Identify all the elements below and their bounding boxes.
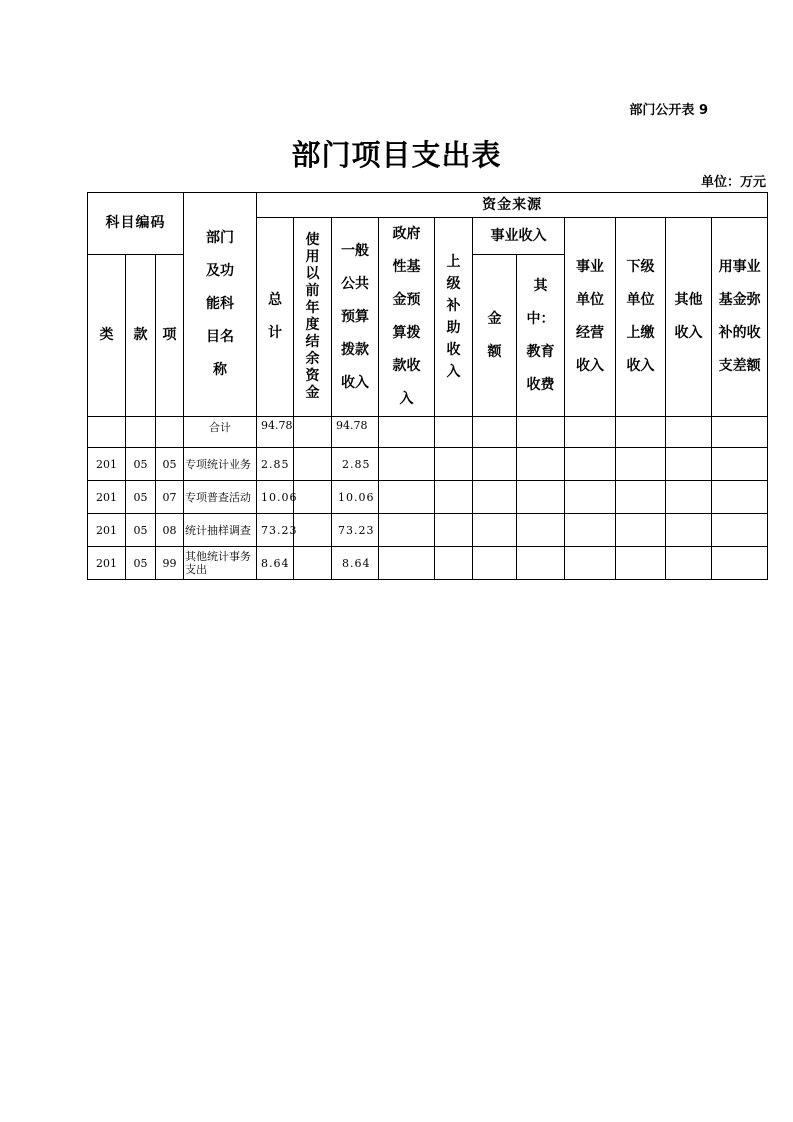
cell-kuan [126, 417, 156, 448]
header-total: 总计 [257, 218, 294, 417]
cell-name: 统计抽样调查 [184, 514, 257, 547]
header-fund-offset: 用事业基金弥补的收支差额 [712, 218, 768, 417]
cell-total: 2.85 [257, 448, 294, 481]
cell-prior [294, 481, 332, 514]
header-edu-fee: 其中：教育收费 [517, 255, 565, 417]
cell-prior [294, 448, 332, 481]
header-dept-func-name: 部门及功能科目名称 [184, 193, 257, 417]
cell-xiang: 07 [156, 481, 184, 514]
header-fund-source: 资金来源 [257, 193, 768, 218]
cell-kuan: 05 [126, 448, 156, 481]
cell-lei: 201 [88, 547, 126, 580]
cell-lei: 201 [88, 481, 126, 514]
header-lei: 类 [88, 255, 126, 417]
cell-prior [294, 417, 332, 448]
header-xiang: 项 [156, 255, 184, 417]
header-other-income: 其他收入 [666, 218, 712, 417]
header-subject-code: 科目编码 [88, 193, 184, 255]
table-row [88, 514, 768, 547]
cell-total: 73.23 [257, 514, 294, 547]
header-superior-subsidy: 上级补助收入 [435, 218, 473, 417]
cell-lei [88, 417, 126, 448]
project-expenditure-table [87, 192, 768, 580]
cell-xiang: 05 [156, 448, 184, 481]
header-general-budget: 一般公共预算拨款收入 [332, 218, 379, 417]
cell-total: 94.78 [257, 417, 294, 448]
header-prior-year-balance: 使用以前年度结余资金 [294, 218, 332, 417]
cell-xiang: 08 [156, 514, 184, 547]
cell-lei: 201 [88, 514, 126, 547]
cell-kuan: 05 [126, 514, 156, 547]
unit-label: 单位：万元 [700, 175, 766, 190]
cell-prior [294, 547, 332, 580]
page-title: 部门项目支出表 [291, 138, 502, 172]
table-row [88, 481, 768, 514]
cell-general: 73.23 [332, 514, 379, 547]
header-lower-level-income: 下级单位上缴收入 [616, 218, 666, 417]
cell-name: 专项统计业务 [184, 448, 257, 481]
cell-name: 合计 [184, 417, 257, 448]
cell-name: 其他统计事务支出 [184, 547, 257, 580]
header-gov-fund: 政府性基金预算拨款收入 [379, 218, 435, 417]
cell-kuan: 05 [126, 481, 156, 514]
cell-xiang [156, 417, 184, 448]
cell-kuan: 05 [126, 547, 156, 580]
cell-general: 94.78 [332, 417, 379, 448]
table-row [88, 448, 768, 481]
cell-general: 2.85 [332, 448, 379, 481]
header-business-income: 事业收入 [473, 218, 565, 255]
header-amount: 金额 [473, 255, 517, 417]
table-row [88, 547, 768, 580]
cell-general: 10.06 [332, 481, 379, 514]
cell-name: 专项普查活动 [184, 481, 257, 514]
cell-total: 8.64 [257, 547, 294, 580]
cell-xiang: 99 [156, 547, 184, 580]
header-row-1 [88, 193, 768, 218]
doc-code: 部门公开表 9 [629, 103, 708, 118]
header-kuan: 款 [126, 255, 156, 417]
table-row [88, 417, 768, 448]
cell-total: 10.06 [257, 481, 294, 514]
header-business-unit-income: 事业单位经营收入 [565, 218, 616, 417]
cell-lei: 201 [88, 448, 126, 481]
cell-general: 8.64 [332, 547, 379, 580]
cell-prior [294, 514, 332, 547]
